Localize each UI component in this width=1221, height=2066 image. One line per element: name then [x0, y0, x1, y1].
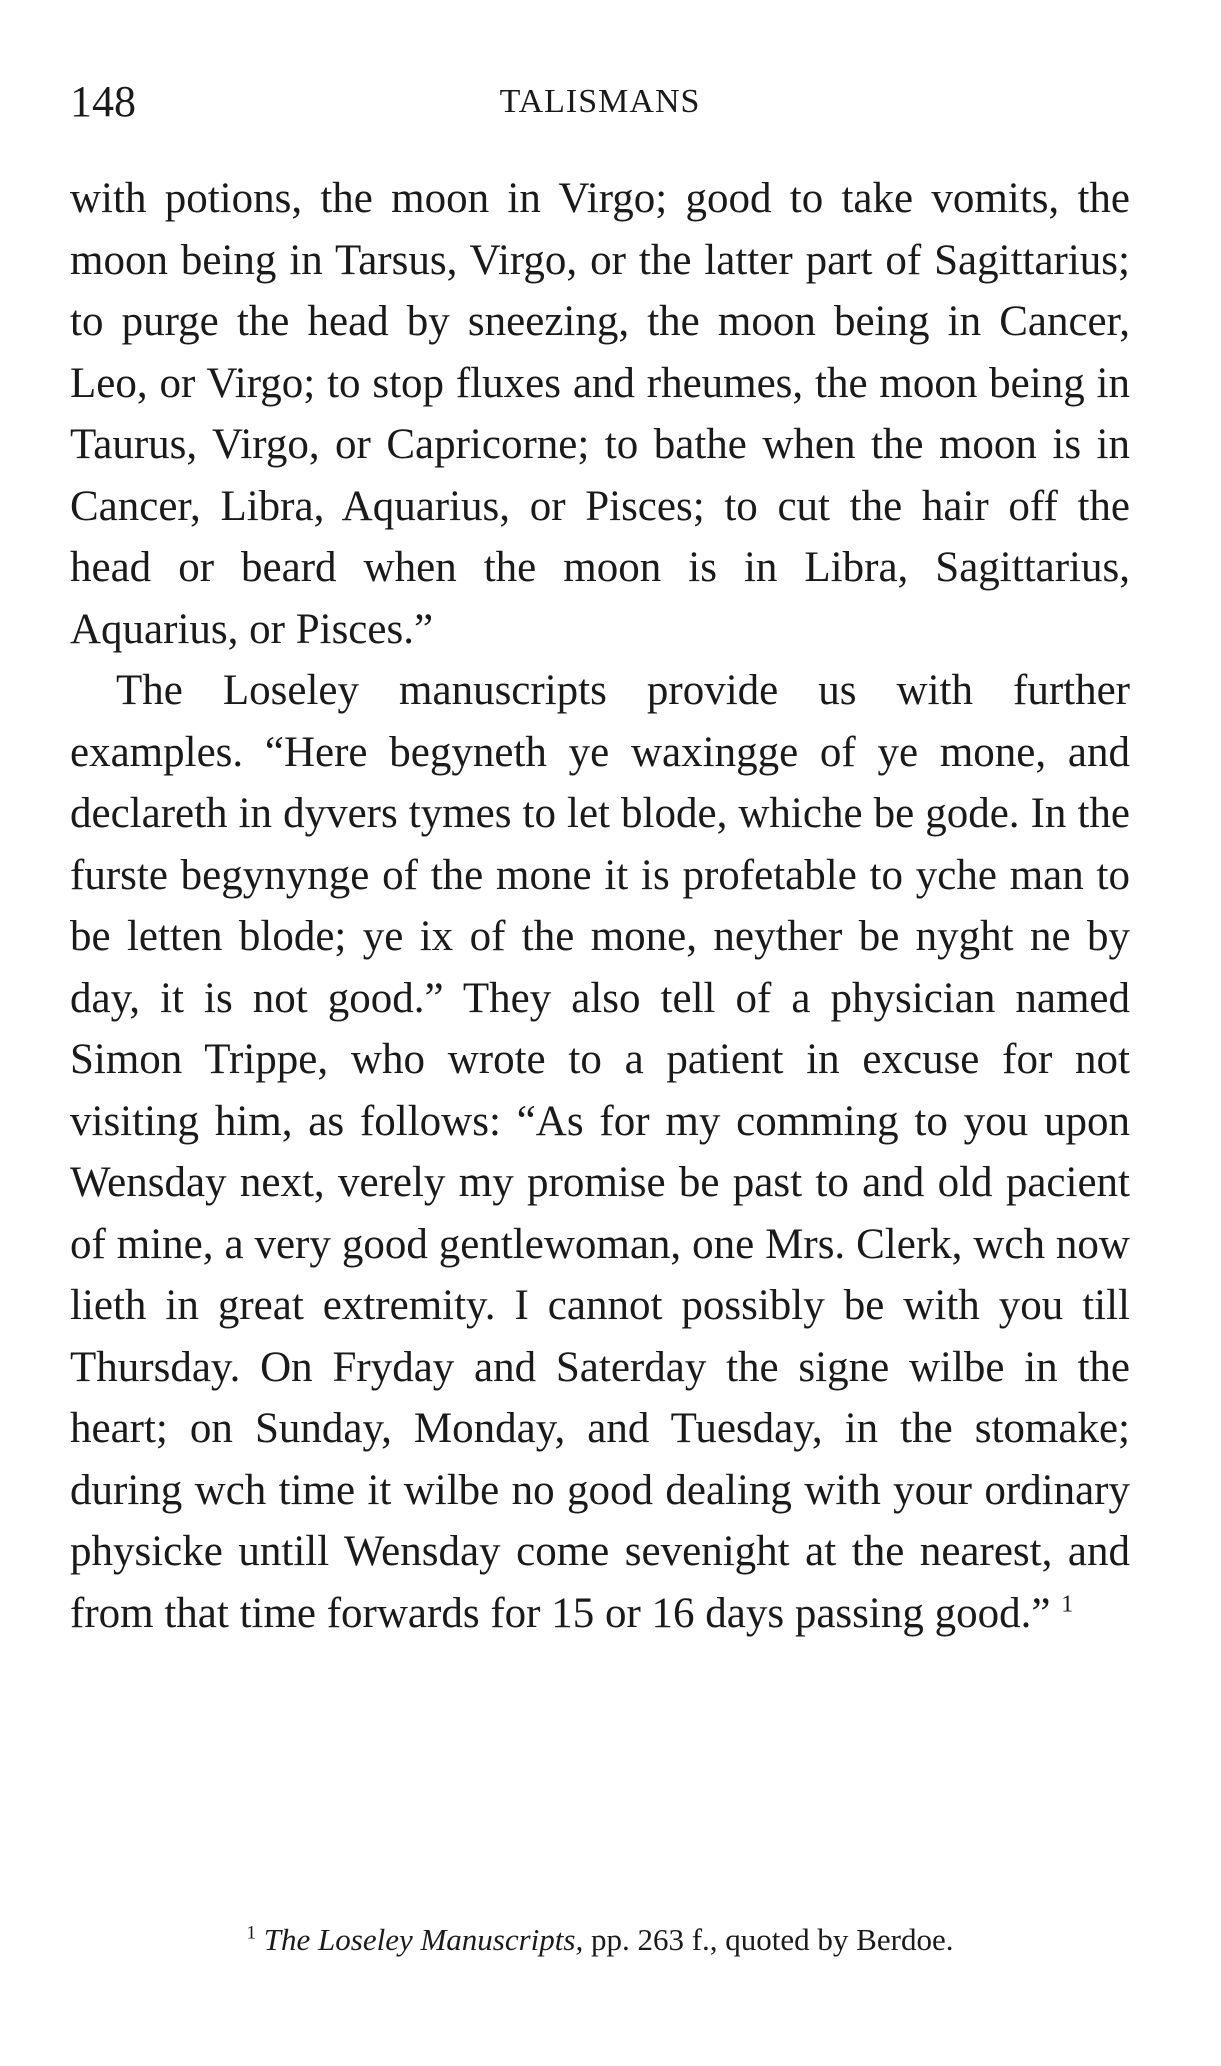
running-head	[70, 72, 1130, 132]
body-text	[70, 168, 1130, 1644]
footnote-text: pp. 263 f., quoted by Berdoe.	[583, 1922, 954, 1957]
running-title: TALISMANS	[499, 83, 701, 120]
footnote-mark: 1	[246, 1922, 257, 1944]
footnote-reference: 1	[1061, 1591, 1074, 1618]
paragraph-1-text: with potions, the moon in Virgo; good to take vomits, the moon being in Tarsus, Virgo, or the latter part of Sagittarius; to purge the head by sneezing, the moon being in Cancer, Leo, or Virgo; to stop fluxes and rheumes, the moon being in Taurus, Virgo, or Capricorne; to bathe when the moon is in Cancer, Libra, Aquarius, or Pisces; to cut the hair off the head or beard when the moon is in Libra, Sagittarius, Aquarius, or Pisces.”	[70, 175, 1130, 653]
footnote-title: The Loseley Manuscripts,	[263, 1922, 584, 1957]
page-number: 148	[70, 77, 136, 126]
paragraph-2	[70, 660, 1130, 1644]
paragraph-1	[70, 168, 1130, 660]
paragraph-2-text: The Loseley manuscripts provide us with further examples. “Here begyneth ye waxingge of ye mone, and declareth in dyvers tymes to let blode, whiche be gode. In the furste begynynge of the mone it is profetable to yche man to be letten blode; ye ix of the mone, neyther be nyght ne by day, it is not good.” They also tell of a physician named Simon Trippe, who wrote to a patient in excuse for not visiting him, as follows: “As for my comming to you upon Wensday next, verely my promise be past to and old pacient of mine, a very good gentlewoman, one Mrs. Clerk, wch now lieth in great extremity. I cannot possibly be with you till Thursday. On Fryday and Saterday the signe wilbe in the heart; on Sunday, Monday, and Tuesday, in the stomake; during wch time it wilbe no good dealing with your ordinary physicke untill Wensday come sevenight at the nearest, and from that time forwards for 15 or 16 days passing good.”	[70, 667, 1130, 1637]
footnote	[70, 1918, 1130, 1962]
